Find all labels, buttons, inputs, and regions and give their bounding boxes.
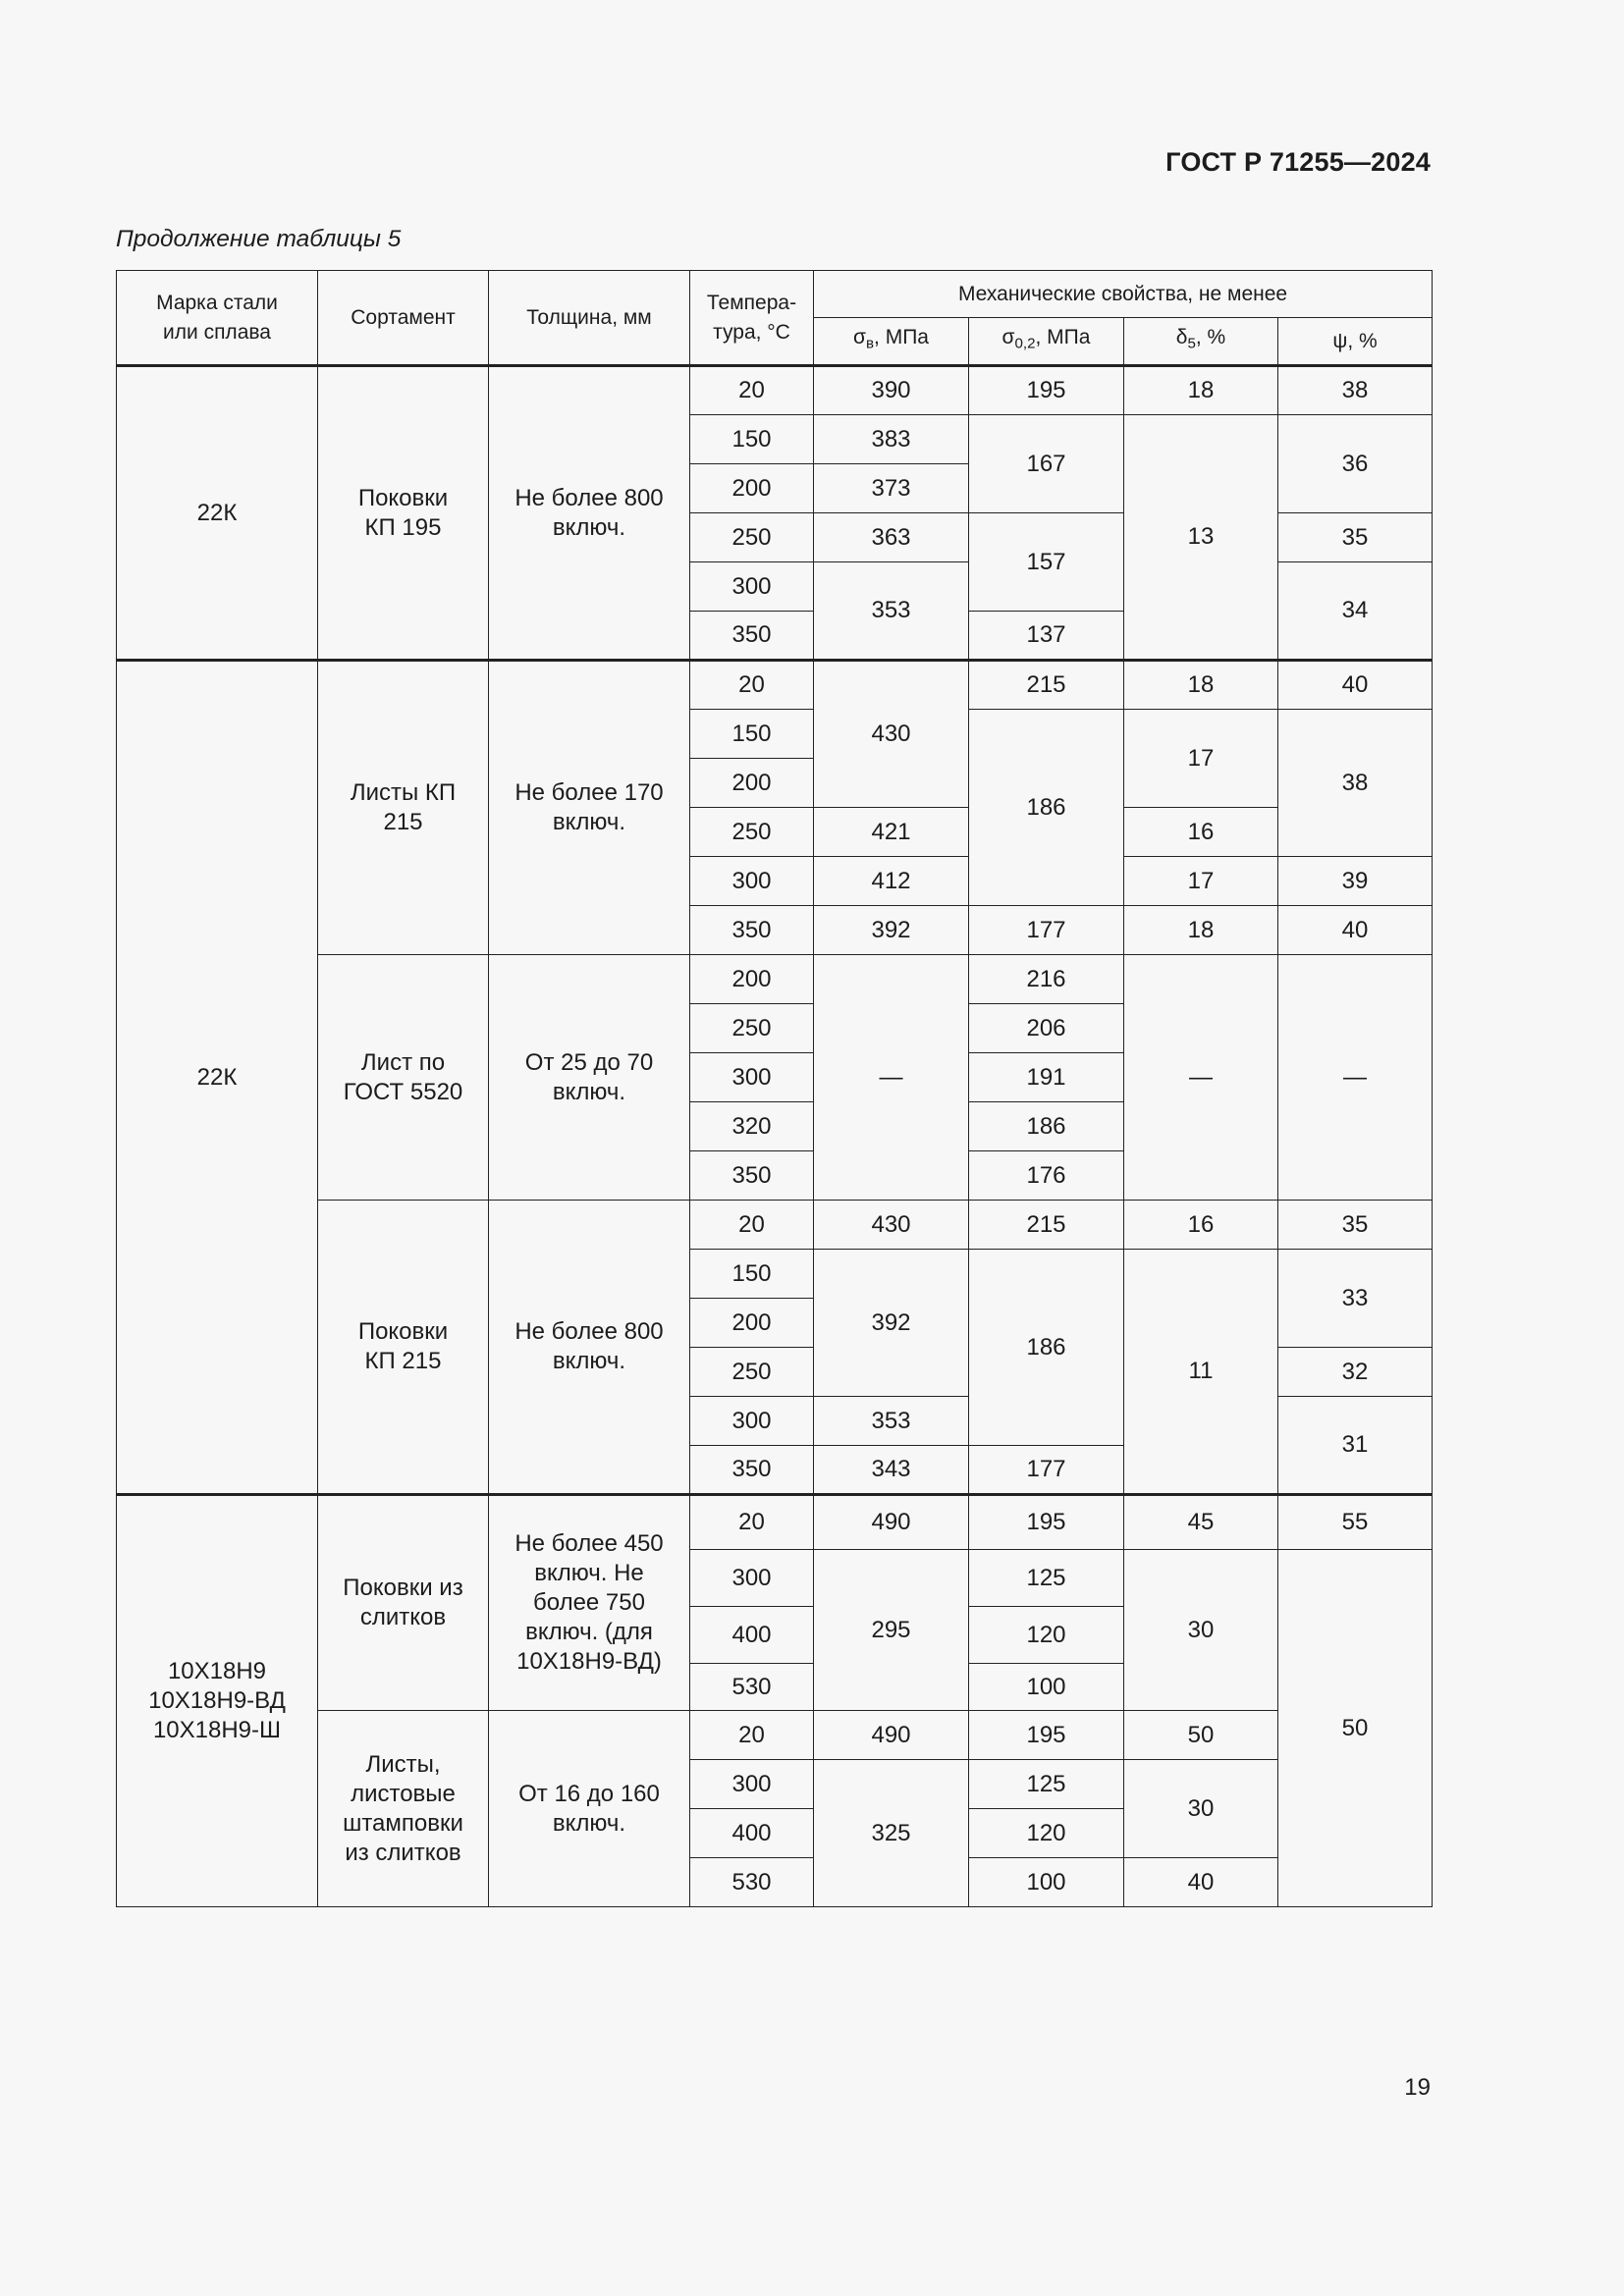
cell-sigma-02: 195 [969,1495,1124,1550]
cell-delta: 18 [1124,366,1278,415]
cell-sigma-b: 430 [814,661,969,808]
cell-psi: 40 [1278,661,1433,710]
cell-psi: 38 [1278,710,1433,857]
cell-temp: 200 [690,759,814,808]
cell-sigma-02: 191 [969,1053,1124,1102]
header-row [117,271,1433,318]
cell-psi: 33 [1278,1250,1433,1348]
document-code: ГОСТ Р 71255—2024 [1165,147,1431,177]
cell-sigma-b: 373 [814,464,969,513]
cell-psi: 31 [1278,1397,1433,1495]
cell-sigma-b: 392 [814,906,969,955]
cell-sigma-02: 195 [969,1711,1124,1760]
cell-psi: 55 [1278,1495,1433,1550]
cell-sigma-b: 325 [814,1760,969,1907]
cell-sigma-02: 157 [969,513,1124,612]
cell-sigma-02: 125 [969,1550,1124,1607]
cell-temp: 350 [690,612,814,661]
table-row [117,661,1433,710]
cell-sigma-b: 295 [814,1550,969,1711]
cell-sigma-b: 490 [814,1495,969,1550]
cell-sigma-02: 100 [969,1664,1124,1711]
cell-assortment: Поковки из слитков [318,1495,489,1711]
cell-psi: 32 [1278,1348,1433,1397]
cell-delta: 16 [1124,1201,1278,1250]
cell-temp: 350 [690,1446,814,1495]
cell-delta: 40 [1124,1858,1278,1907]
cell-assortment: Листы КП 215 [318,661,489,955]
cell-temp: 350 [690,1151,814,1201]
col-header-grade: Марка стали или сплава [117,271,318,366]
cell-delta: 30 [1124,1760,1278,1858]
cell-temp: 400 [690,1809,814,1858]
table-caption: Продолжение таблицы 5 [116,226,402,252]
cell-thickness: От 16 до 160 включ. [489,1711,690,1907]
cell-temp: 20 [690,1711,814,1760]
cell-delta: 45 [1124,1495,1278,1550]
cell-delta: 18 [1124,661,1278,710]
cell-sigma-02: 167 [969,415,1124,513]
cell-sigma-b: 383 [814,415,969,464]
cell-assortment: Лист по ГОСТ 5520 [318,955,489,1201]
cell-delta: 11 [1124,1250,1278,1495]
cell-assortment: Листы, листовые штамповки из слитков [318,1711,489,1907]
cell-sigma-b: 412 [814,857,969,906]
cell-temp: 150 [690,415,814,464]
cell-sigma-02: 177 [969,906,1124,955]
cell-temp: 250 [690,513,814,562]
cell-temp: 320 [690,1102,814,1151]
cell-temp: 150 [690,1250,814,1299]
cell-assortment: Поковки КП 215 [318,1201,489,1495]
cell-sigma-02: 186 [969,1250,1124,1446]
col-header-delta5: $\delta_5$, % [1124,318,1278,366]
cell-temp: 200 [690,1299,814,1348]
cell-psi: 35 [1278,513,1433,562]
cell-sigma-b: — [814,955,969,1201]
mechanical-properties-table [116,270,1433,1907]
cell-delta: 16 [1124,808,1278,857]
cell-delta: 13 [1124,415,1278,661]
cell-temp: 200 [690,464,814,513]
table-row [117,366,1433,415]
cell-sigma-02: 206 [969,1004,1124,1053]
cell-sigma-02: 125 [969,1760,1124,1809]
cell-temp: 350 [690,906,814,955]
col-header-mechanical: Механические свойства, не менее [814,271,1433,318]
cell-delta: 30 [1124,1550,1278,1711]
col-header-temperature: Темпера-тура, °С [690,271,814,366]
cell-sigma-b: 490 [814,1711,969,1760]
cell-psi: — [1278,955,1433,1201]
cell-temp: 20 [690,366,814,415]
table-row [117,1495,1433,1550]
cell-sigma-b: 390 [814,366,969,415]
cell-delta: 18 [1124,906,1278,955]
cell-temp: 20 [690,1201,814,1250]
cell-sigma-b: 353 [814,562,969,661]
cell-temp: 200 [690,955,814,1004]
cell-sigma-b: 421 [814,808,969,857]
page-number: 19 [1404,2074,1431,2101]
cell-grade: 22К [117,661,318,1495]
cell-psi: 50 [1278,1550,1433,1907]
col-header-thickness: Толщина, мм [489,271,690,366]
cell-sigma-02: 176 [969,1151,1124,1201]
cell-sigma-02: 120 [969,1809,1124,1858]
cell-sigma-b: 353 [814,1397,969,1446]
cell-temp: 250 [690,1348,814,1397]
cell-sigma-02: 186 [969,1102,1124,1151]
cell-sigma-b: 392 [814,1250,969,1397]
cell-grade: 10Х18Н9 10Х18Н9-ВД 10Х18Н9-Ш [117,1495,318,1907]
cell-temp: 300 [690,562,814,612]
cell-psi: 36 [1278,415,1433,513]
cell-psi: 40 [1278,906,1433,955]
cell-temp: 20 [690,1495,814,1550]
cell-sigma-02: 215 [969,1201,1124,1250]
cell-sigma-02: 195 [969,366,1124,415]
cell-temp: 250 [690,1004,814,1053]
cell-sigma-02: 120 [969,1607,1124,1664]
cell-sigma-02: 215 [969,661,1124,710]
cell-assortment: Поковки КП 195 [318,366,489,661]
cell-temp: 150 [690,710,814,759]
cell-sigma-b: 363 [814,513,969,562]
cell-temp: 300 [690,1760,814,1809]
cell-thickness: Не более 170 включ. [489,661,690,955]
cell-delta: 17 [1124,857,1278,906]
cell-sigma-02: 137 [969,612,1124,661]
cell-sigma-b: 343 [814,1446,969,1495]
cell-delta: 17 [1124,710,1278,808]
cell-thickness: Не более 450 включ. Не более 750 включ. (для 10Х18Н9-ВД) [489,1495,690,1711]
col-header-sigma-b: $\sigma_в$, МПа [814,318,969,366]
cell-temp: 300 [690,857,814,906]
cell-psi: 39 [1278,857,1433,906]
cell-psi: 34 [1278,562,1433,661]
cell-psi: 38 [1278,366,1433,415]
cell-temp: 300 [690,1397,814,1446]
cell-temp: 300 [690,1550,814,1607]
cell-sigma-02: 216 [969,955,1124,1004]
cell-temp: 530 [690,1858,814,1907]
cell-sigma-02: 177 [969,1446,1124,1495]
cell-sigma-b: 430 [814,1201,969,1250]
cell-grade: 22К [117,366,318,661]
cell-temp: 300 [690,1053,814,1102]
cell-thickness: Не более 800 включ. [489,1201,690,1495]
cell-psi: 35 [1278,1201,1433,1250]
cell-sigma-02: 100 [969,1858,1124,1907]
col-header-sigma-02: $\sigma_{0,2}$, МПа [969,318,1124,366]
cell-temp: 250 [690,808,814,857]
cell-temp: 530 [690,1664,814,1711]
cell-temp: 20 [690,661,814,710]
cell-thickness: Не более 800 включ. [489,366,690,661]
cell-delta: 50 [1124,1711,1278,1760]
col-header-psi: ψ, % [1278,318,1433,366]
cell-thickness: От 25 до 70 включ. [489,955,690,1201]
col-header-assortment: Сортамент [318,271,489,366]
cell-delta: — [1124,955,1278,1201]
cell-temp: 400 [690,1607,814,1664]
cell-sigma-02: 186 [969,710,1124,906]
